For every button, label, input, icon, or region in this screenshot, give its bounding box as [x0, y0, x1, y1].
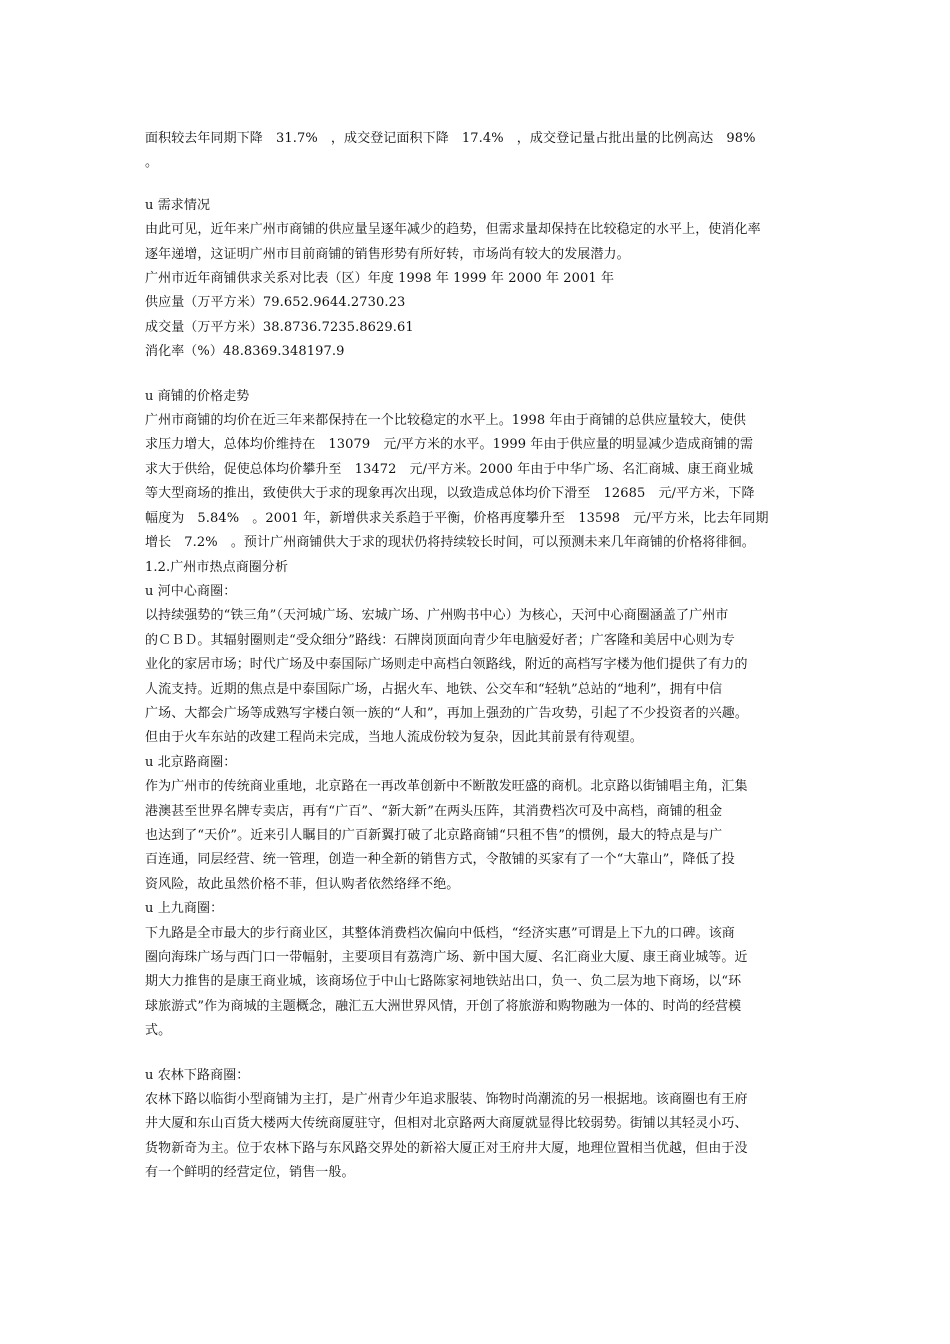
text-line: 圈向海珠广场与西门口一带幅射，主要项目有荔湾广场、新中国大厦、名汇商业大厦、康王商业城等。近 — [145, 950, 748, 965]
section-heading: u 北京路商圈： — [145, 754, 237, 770]
section-heading: u 农林下路商圈： — [145, 1067, 250, 1083]
text-line: 广场、大都会广场等成熟写字楼白领一族的“人和”，再加上强劲的广告攻势，引起了不少投资者的兴趣。 — [145, 705, 748, 721]
table-row-supply: 供应量（万平方米）79.652.9644.2730.23 — [145, 295, 406, 311]
text-line: 有一个鲜明的经营定位，销售一般。 — [145, 1165, 355, 1181]
spacer — [145, 1044, 813, 1064]
text-line: 幅度为 5.84% 。2001 年，新增供求关系趋于平衡，价格再度攀升至 13598 元/平方米，比去年同期 — [145, 510, 769, 526]
price-section — [145, 385, 813, 556]
text-line: 资风险，故此虽然价格不菲，但认购者依然络绎不绝。 — [145, 876, 460, 892]
text-line: 下九路是全市最大的步行商业区，其整体消费档次偏向中低档，“经济实惠”可谓是上下九的口碑。该商 — [145, 925, 735, 941]
text-line: 人流支持。近期的焦点是中泰国际广场，占据火车、地铁、公交车和“轻轨”总站的“地利”，拥有中信 — [145, 681, 723, 697]
intro-paragraph — [145, 127, 813, 176]
text-line: 等大型商场的推出，致使供大于求的现象再次出现，以致造成总体均价下滑至 12685 元/平方米，下降 — [145, 486, 755, 502]
text-line: 以持续强势的“铁三角”（天河城广场、宏城广场、广州购书中心）为核心，天河中心商圈涵盖了广州市 — [145, 608, 729, 624]
demand-section — [145, 194, 813, 365]
text-line: 增长 7.2% 。预计广州商铺供大于求的现状仍将持续较长时间，可以预测未来几年商铺的价格将徘徊。 — [145, 535, 755, 551]
shangxiajiu-section — [145, 897, 813, 1043]
text-line: 井大厦和东山百货大楼两大传统商厦驻守，但相对北京路两大商厦就显得比较弱势。街铺以其轻灵小巧、 — [145, 1116, 748, 1132]
nonglin-section — [145, 1064, 813, 1186]
text-line: 港澳甚至世界名牌专卖店，再有“广百”、“新大新”在两头压阵，其消费档次可及中高档，商铺的租金 — [145, 803, 723, 819]
table-caption: 广州市近年商铺供求关系对比表（区）年度 1998 年 1999 年 2000 年 2001 年 — [145, 271, 615, 287]
text-line: 面积较去年同期下降 31.7% ，成交登记面积下降 17.4% ，成交登记量占批出量的比例高达 98% — [145, 131, 756, 146]
text-line: 由此可见，近年来广州市商铺的供应量呈逐年减少的趋势，但需求量却保持在比较稳定的水平上，使消化率 — [145, 222, 761, 238]
text-line: 但由于火车东站的改建工程尚未完成，当地人流成份较为复杂，因此其前景有待观望。 — [145, 730, 643, 746]
text-line: 逐年递增，这证明广州市目前商铺的销售形势有所好转，市场尚有较大的发展潜力。 — [145, 246, 630, 262]
text-line: 百连通，同层经营、统一管理，创造一种全新的销售方式，令散铺的买家有了一个“大靠山”，降低了投 — [145, 852, 735, 868]
table-row-deals: 成交量（万平方米）38.8736.7235.8629.61 — [145, 319, 414, 335]
text-line: 货物新奇为主。位于农林下路与东风路交界处的新裕大厦正对王府井大厦，地理位置相当优越，但由于没 — [145, 1140, 748, 1156]
section-heading: u 上九商圈： — [145, 901, 224, 917]
spacer — [145, 365, 813, 385]
text-line: 求大于供给，促使总体均价攀升至 13472 元/平方米。2000 年由于中华广场、名汇商城、康王商业城 — [145, 461, 754, 477]
section-heading: u 商铺的价格走势 — [145, 388, 250, 404]
text-line: 球旅游式”作为商城的主题概念，融汇五大洲世界风情，开创了将旅游和购物融为一体的、时尚的经营模 — [145, 998, 742, 1014]
chapter-title: 1.2.广州市热点商圈分析 — [145, 559, 289, 575]
text-line: 作为广州市的传统商业重地，北京路在一再改革创新中不断散发旺盛的商机。北京路以街铺唱主角，汇集 — [145, 779, 748, 795]
section-heading: u 河中心商圈： — [145, 583, 237, 599]
section-heading: u 需求情况 — [145, 197, 211, 213]
text-line: 。 — [145, 155, 159, 171]
text-line: 农林下路以临街小型商铺为主打，是广州青少年追求服装、饰物时尚潮流的另一根据地。该商圈也有王府 — [145, 1092, 748, 1108]
beijing-section — [145, 751, 813, 897]
tianhe-section — [145, 580, 813, 751]
table-row-absorption: 消化率（%）48.8369.348197.9 — [145, 344, 345, 360]
text-line: 求压力增大，总体均价维持在 13079 元/平方米的水平。1999 年由于供应量的明显减少造成商铺的需 — [145, 437, 754, 453]
text-line: 也达到了“天价”。近来引人瞩目的广百新翼打破了北京路商铺“只租不售”的惯例，最大的特点是与广 — [145, 827, 723, 843]
spacer — [145, 176, 813, 194]
text-line: 业化的家居市场；时代广场及中泰国际广场则走中高档白领路线，附近的高档写字楼为他们提供了有力的 — [145, 657, 748, 673]
text-line: 的ＣＢＤ。其辐射圈则走“受众细分”路线：石牌岗顶面向青少年电脑爱好者；广客隆和美居中心则为专 — [145, 632, 735, 648]
text-line: 期大力推售的是康王商业城，该商场位于中山七路陈家祠地铁站出口，负一、负二层为地下商场，以“环 — [145, 974, 742, 990]
text-line: 式。 — [145, 1023, 172, 1039]
text-line: 广州市商铺的均价在近三年来都保持在一个比较稳定的水平上。1998 年由于商铺的总供应量较大，使供 — [145, 413, 747, 429]
document-page — [145, 127, 813, 1186]
